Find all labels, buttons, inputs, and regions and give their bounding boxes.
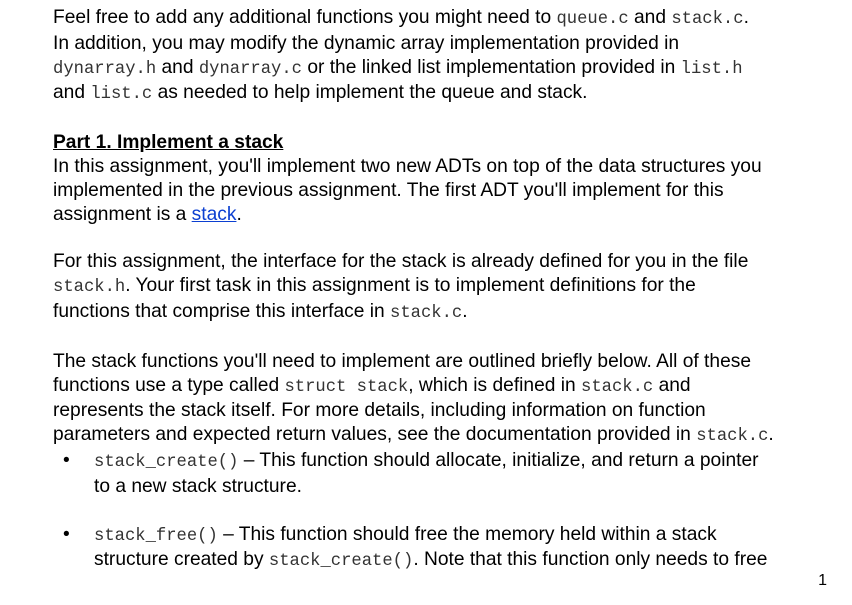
list-item-line-2 [94, 548, 833, 574]
text: . [768, 424, 774, 446]
list-item-line-1 [94, 449, 833, 475]
code-dynarray-h: dynarray.h [53, 59, 157, 79]
functions-line-4 [53, 423, 833, 449]
text: and [156, 56, 199, 78]
code-list-h: list.h [680, 59, 743, 79]
text: – This function should allocate, initialize, and return a pointer [238, 449, 759, 471]
code-stack-create: stack_create() [94, 452, 239, 472]
intro-paragraph [53, 6, 833, 107]
bullet-icon: • [63, 523, 70, 545]
function-list [53, 449, 833, 574]
text: structure created by [94, 549, 269, 571]
text: as needed to help implement the queue and stack. [152, 82, 588, 104]
text: – This function should free the memory held within a stack [217, 523, 717, 545]
section-heading: Part 1. Implement a stack [53, 132, 284, 154]
text: functions that comprise this interface in [53, 300, 391, 322]
text: Feel free to add any additional functions you might need to [53, 7, 557, 28]
functions-paragraph [53, 350, 833, 449]
text: , which is defined in [408, 374, 582, 396]
code-stack-h: stack.h [53, 278, 126, 298]
text: and [53, 82, 91, 104]
list-item-line-2: to a new stack structure. [94, 475, 302, 497]
code-list-c: list.c [90, 85, 153, 105]
code-stack-free: stack_free() [94, 526, 218, 546]
intro-line-3 [53, 56, 833, 82]
text: . [743, 7, 749, 28]
spacer [53, 326, 833, 350]
list-item-line-1 [94, 523, 833, 549]
part1-line-3 [53, 203, 833, 227]
page-number: 1 [818, 572, 827, 589]
part1-line-1: In this assignment, you'll implement two new ADTs on top of the data structures you [53, 155, 762, 177]
list-item [53, 523, 833, 575]
intro-line-1 [53, 6, 833, 32]
text: . [462, 300, 468, 322]
intro-line-2: In addition, you may modify the dynamic array implementation provided in [53, 32, 680, 54]
code-dynarray-c: dynarray.c [198, 59, 302, 79]
code-stack-c: stack.c [581, 377, 654, 397]
part1-section [53, 131, 833, 226]
part1-line-2: implemented in the previous assignment. The first ADT you'll implement for this [53, 179, 724, 201]
interface-paragraph [53, 250, 833, 325]
text: or the linked list implementation provided in [302, 56, 681, 78]
text: . Your first task in this assignment is to implement definitions for the [125, 275, 696, 297]
bullet-icon: • [63, 449, 70, 471]
text: parameters and expected return values, see the documentation provided in [53, 424, 697, 446]
spacer [53, 107, 833, 131]
text: functions use a type called [53, 374, 285, 396]
stack-link[interactable]: stack [191, 203, 237, 225]
text: and [628, 7, 672, 28]
functions-line-2 [53, 374, 833, 400]
code-stack-create: stack_create() [268, 552, 414, 572]
code-stack-c: stack.c [390, 303, 463, 323]
code-struct-stack: struct stack [284, 377, 409, 397]
list-item [53, 449, 833, 499]
code-queue-c: queue.c [556, 10, 629, 29]
interface-line-2 [53, 274, 833, 300]
interface-line-3 [53, 300, 833, 326]
functions-line-1: The stack functions you'll need to implement are outlined briefly below. All of these [53, 350, 752, 372]
code-stack-c: stack.c [696, 427, 769, 447]
functions-line-3: represents the stack itself. For more details, including information on function [53, 400, 706, 422]
spacer [53, 499, 833, 523]
text: . Note that this function only needs to free [413, 549, 768, 571]
document-page [53, 6, 833, 574]
spacer [53, 226, 833, 250]
interface-line-1: For this assignment, the interface for the stack is already defined for you in the file [53, 251, 749, 273]
text: . [236, 203, 242, 225]
text: assignment is a [53, 203, 192, 225]
code-stack-c: stack.c [671, 10, 744, 29]
intro-line-4 [53, 81, 833, 107]
text: and [653, 374, 691, 396]
